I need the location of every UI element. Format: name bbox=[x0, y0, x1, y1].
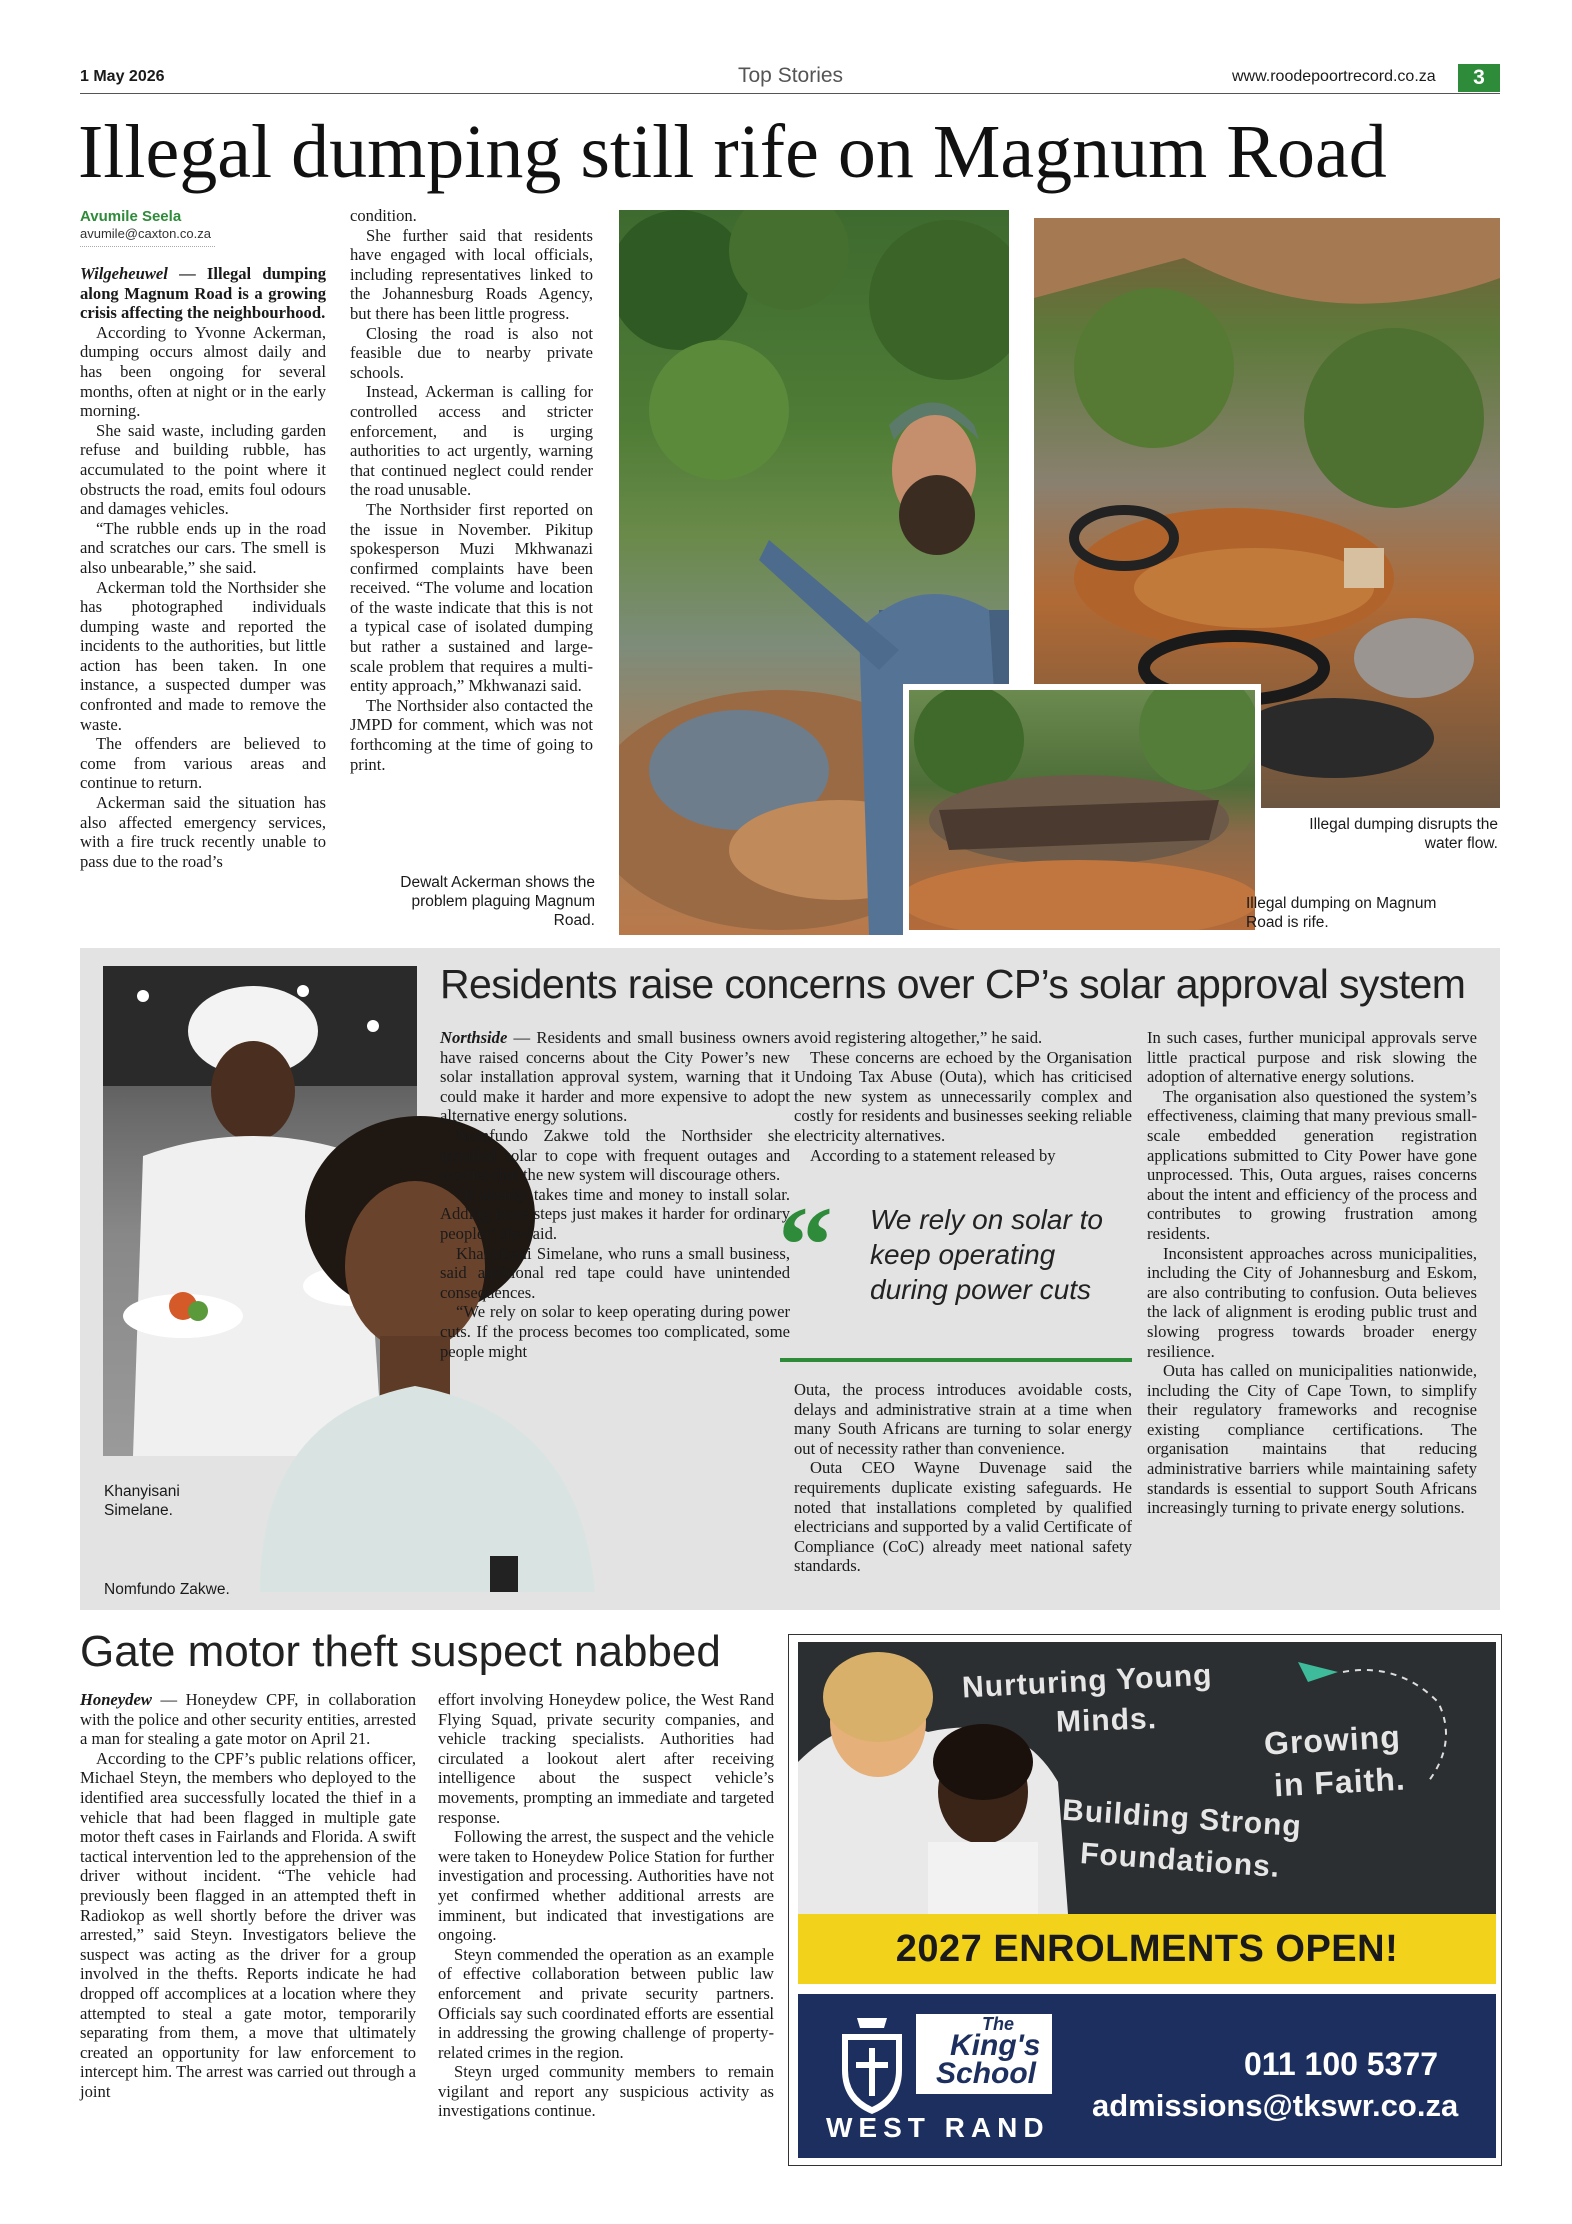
dateline: Honeydew bbox=[80, 1690, 152, 1709]
paragraph: Ackerman told the Northsider she has photographed individuals dumping waste and reported the incidents to the authorities, but little action has been taken. In one instance, a suspected dumper was confronted and made to remove the waste. bbox=[80, 577, 326, 734]
paragraph: Nomfundo Zakwe told the Northsider she installed solar to cope with frequent outages and worries that the new system will discourage others. bbox=[440, 1125, 790, 1185]
paragraph: Steyn commended the operation as an example of effective collaboration between public law enforcement and private security partners. Officials say such coordinated efforts are essential in addressing the growing challenge of property-related crimes in the region. bbox=[438, 1944, 774, 2062]
paragraph: effort involving Honeydew police, the West Rand Flying Squad, private security companies, and vehicle tracking specialists. Authorities had circulated a lookout alert after receiving intelligence about the suspect vehicle’s movements, prompting an immediate and targeted response. bbox=[438, 1690, 774, 1827]
website-url[interactable]: www.roodepoortrecord.co.za bbox=[1232, 68, 1436, 85]
paragraph: Inconsistent approaches across municipalities, including the City of Johannesburg and Eskom, are also contributing to confusion. Outa believes the lack of alignment is eroding public trust and slowing progress towards broader energy resilience. bbox=[1147, 1243, 1477, 1361]
section-label: Top Stories bbox=[738, 64, 844, 87]
paragraph bbox=[80, 264, 326, 323]
header-rule bbox=[80, 93, 1500, 94]
paragraph: Khanyisani Simelane, who runs a small business, said additional red tape could have unintended consequences. bbox=[440, 1243, 790, 1302]
story2-column-2-bottom bbox=[794, 1380, 1132, 1576]
story1-headline: Illegal dumping still rife on Magnum Road bbox=[78, 110, 1387, 194]
paragraph: She further said that residents have engaged with local officials, including representatives linked to the Johannesburg Roads Agency, but there has been little progress. bbox=[350, 225, 593, 323]
lead-text: — Illegal dumping along Magnum Road is a growing crisis affecting the neighbourhood. bbox=[80, 264, 326, 323]
story2-column-3 bbox=[1147, 1028, 1477, 1518]
logo-west-rand: WEST RAND bbox=[826, 2112, 1050, 2143]
ad-enrolment-banner[interactable]: 2027 ENROLMENTS OPEN! bbox=[798, 1914, 1496, 1984]
story1-column-2 bbox=[350, 206, 593, 774]
paper-plane-icon bbox=[1298, 1662, 1338, 1682]
story1-column-1 bbox=[80, 264, 326, 871]
photo-dumping-rife bbox=[903, 684, 1261, 936]
caption-nomfundo: Nomfundo Zakwe. bbox=[104, 1581, 230, 1598]
paragraph: Outa, the process introduces avoidable costs, delays and administrative strain at a time when many South Africans are turning to solar energy out of necessity rather than convenience. bbox=[794, 1380, 1132, 1458]
story3-headline: Gate motor theft suspect nabbed bbox=[80, 1627, 721, 1676]
ad-line-5: Building Strong bbox=[1061, 1793, 1303, 1844]
dateline: Northside bbox=[440, 1028, 508, 1047]
rife-photo-art bbox=[909, 690, 1255, 930]
issue-date: 1 May 2026 bbox=[80, 68, 165, 85]
ad-line-4: in Faith. bbox=[1273, 1760, 1407, 1804]
caption-khanyisani: Khanyisani Simelane. bbox=[104, 1483, 180, 1519]
paragraph: Instead, Ackerman is calling for controlled access and stricter enforcement, and is urging authorities to act urgently, warning that continued neglect could render the road unusable. bbox=[350, 382, 593, 500]
logo-kings: King's bbox=[950, 2029, 1041, 2062]
paragraph bbox=[440, 1028, 790, 1126]
lead-text: — Honeydew CPF, in collaboration with the police and other security entities, arrested a man for stealing a gate motor on April 21. bbox=[80, 1690, 416, 1749]
logo-school: School bbox=[936, 2057, 1037, 2090]
paragraph: Outa CEO Wayne Duvenage said the requirements duplicate existing safeguards. He noted that installations completed by qualified electricians and supported by a valid Certificate of Compliance (CoC) already meet national safety standards. bbox=[794, 1458, 1132, 1576]
paragraph: avoid registering altogether,” he said. bbox=[794, 1028, 1043, 1047]
pull-quote: We rely on solar to keep operating during power cuts bbox=[870, 1204, 1103, 1305]
story1-email[interactable]: avumile@caxton.co.za bbox=[80, 226, 211, 241]
ad-email[interactable]: admissions@tkswr.co.za bbox=[1092, 2088, 1459, 2123]
logo-the: The bbox=[982, 2014, 1015, 2034]
pull-quote-mark: “ bbox=[778, 1184, 833, 1306]
caption-dewalt: Dewalt Ackerman shows the problem plaguing Magnum Road. bbox=[400, 874, 595, 929]
paragraph: The Northsider also contacted the JMPD for comment, which was not forthcoming at the time of going to print. bbox=[350, 695, 593, 774]
paragraph: Following the arrest, the suspect and the vehicle were taken to Honeydew Police Station for further investigation and processing. Authorities have not yet confirmed whether additional arrests are imminent, but indicated that investigations are ongoing. bbox=[438, 1827, 774, 1945]
paragraph: The offenders are believed to come from various areas and continue to return. bbox=[80, 734, 326, 793]
paragraph: According to the CPF’s public relations officer, Michael Steyn, the members who deployed to the identified area successfully located the thief in a vehicle that had been flagged in multiple gate motor theft cases in Fairlands and Florida. A swift tactical intervention led to the apprehension of the driver without incident. “The vehicle had previously been flagged in an attempted theft in Radiokop as well shortly before the driver was arrested,” said Steyn. Investigators believe the suspect was acting as the driver for a group involved in the thefts. Reports indicate he had dropped off accomplices at a location where they attempted to steal a gate motor, temporarily separating from them, a move that ultimately created an opportunity for law enforcement to intercept him. The arrest was carried out through a joint bbox=[80, 1748, 416, 2101]
caption-dumping-rife: Illegal dumping on Magnum Road is rife. bbox=[1246, 895, 1437, 931]
dateline: Wilgeheuwel bbox=[80, 264, 168, 283]
ad-line-3: Growing bbox=[1263, 1718, 1402, 1762]
ad-line-2: Minds. bbox=[1055, 1702, 1158, 1739]
paragraph: These concerns are echoed by the Organisation Undoing Tax Abuse (Outa), which has criticised the new system as unnecessarily complex and costly for residents and businesses seeking reliable electricity alternatives. bbox=[794, 1047, 1132, 1145]
story3-column-2 bbox=[438, 1690, 774, 2121]
paragraph bbox=[80, 1690, 416, 1749]
caption-water-flow: Illegal dumping disrupts the water flow. bbox=[1309, 816, 1498, 852]
paragraph: Closing the road is also not feasible due to nearby private schools. bbox=[350, 323, 593, 382]
paragraph: She said waste, including garden refuse and building rubble, has accumulated to the point where it obstructs the road, emits foul odours and damages vehicles. bbox=[80, 420, 326, 519]
paragraph: According to a statement released by bbox=[810, 1145, 1056, 1165]
paragraph: The organisation also questioned the system’s effectiveness, claiming that many previous small-scale embedded generation registration applications submitted to City Power have gone unprocessed. This, Outa argues, raises concerns about the intent and efficiency of the process and contributes to growing frustration among residents. bbox=[1147, 1086, 1477, 1243]
paragraph: According to Yvonne Ackerman, dumping occurs almost daily and has been ongoing for several months, often at night or in the early morning. bbox=[80, 322, 326, 421]
ad-line-1: Nurturing Young bbox=[961, 1658, 1214, 1705]
paragraph: In such cases, further municipal approvals serve little practical purpose and risk slowing the adoption of alternative energy solutions. bbox=[1147, 1028, 1477, 1087]
ad-line-6: Foundations. bbox=[1079, 1837, 1282, 1884]
paragraph: “We rely on solar to keep operating during power cuts. If the process becomes too complicated, some people might bbox=[440, 1302, 790, 1361]
paragraph: condition. bbox=[350, 206, 417, 225]
page-number-badge: 3 bbox=[1458, 64, 1500, 92]
paragraph: Steyn urged community members to remain vigilant and report any suspicious activity as investigations continue. bbox=[438, 2062, 774, 2121]
paragraph: “It already takes time and money to install solar. Adding more steps just makes it harder for ordinary people,” she said. bbox=[440, 1184, 790, 1243]
paragraph: “The rubble ends up in the road and scratches our cars. The smell is also unbearable,” she said. bbox=[80, 518, 326, 577]
story3-column-1 bbox=[80, 1690, 416, 2101]
ad-phone[interactable]: 011 100 5377 bbox=[1244, 2046, 1438, 2082]
paragraph: Ackerman said the situation has also affected emergency services, with a fire truck recently unable to pass due to the road’s bbox=[80, 793, 326, 871]
byline-rule bbox=[80, 246, 215, 247]
paragraph: The Northsider first reported on the issue in November. Pikitup spokesperson Muzi Mkhwanazi confirmed complaints have been received. “The volume and location of the waste indicate that this is not a typical case of isolated dumping but rather a sustained and large-scale problem that requires a multi-entity approach,” Mkhwanazi said. bbox=[350, 499, 593, 696]
paragraph: Outa has called on municipalities nationwide, including the City of Cape Town, to simplify their regulatory frameworks and recognise existing compliance certifications. The organisation maintains that reducing administrative barriers while maintaining safety standards is essential to support South Africans increasingly turning to private energy solutions. bbox=[1147, 1361, 1477, 1518]
story2-column-1 bbox=[440, 1028, 790, 1361]
story1-author: Avumile Seela bbox=[80, 208, 182, 225]
lead-text: — Residents and small business owners have raised concerns about the City Power’s new solar installation approval system, warning that it could make it harder and more expensive to adopt alternative energy solutions. bbox=[440, 1028, 790, 1126]
pull-quote-rule bbox=[780, 1358, 1132, 1362]
story2-headline: Residents raise concerns over CP’s solar approval system bbox=[440, 961, 1466, 1007]
school-crest-icon bbox=[832, 2010, 912, 2120]
story2-column-2-top bbox=[794, 1028, 1132, 1165]
